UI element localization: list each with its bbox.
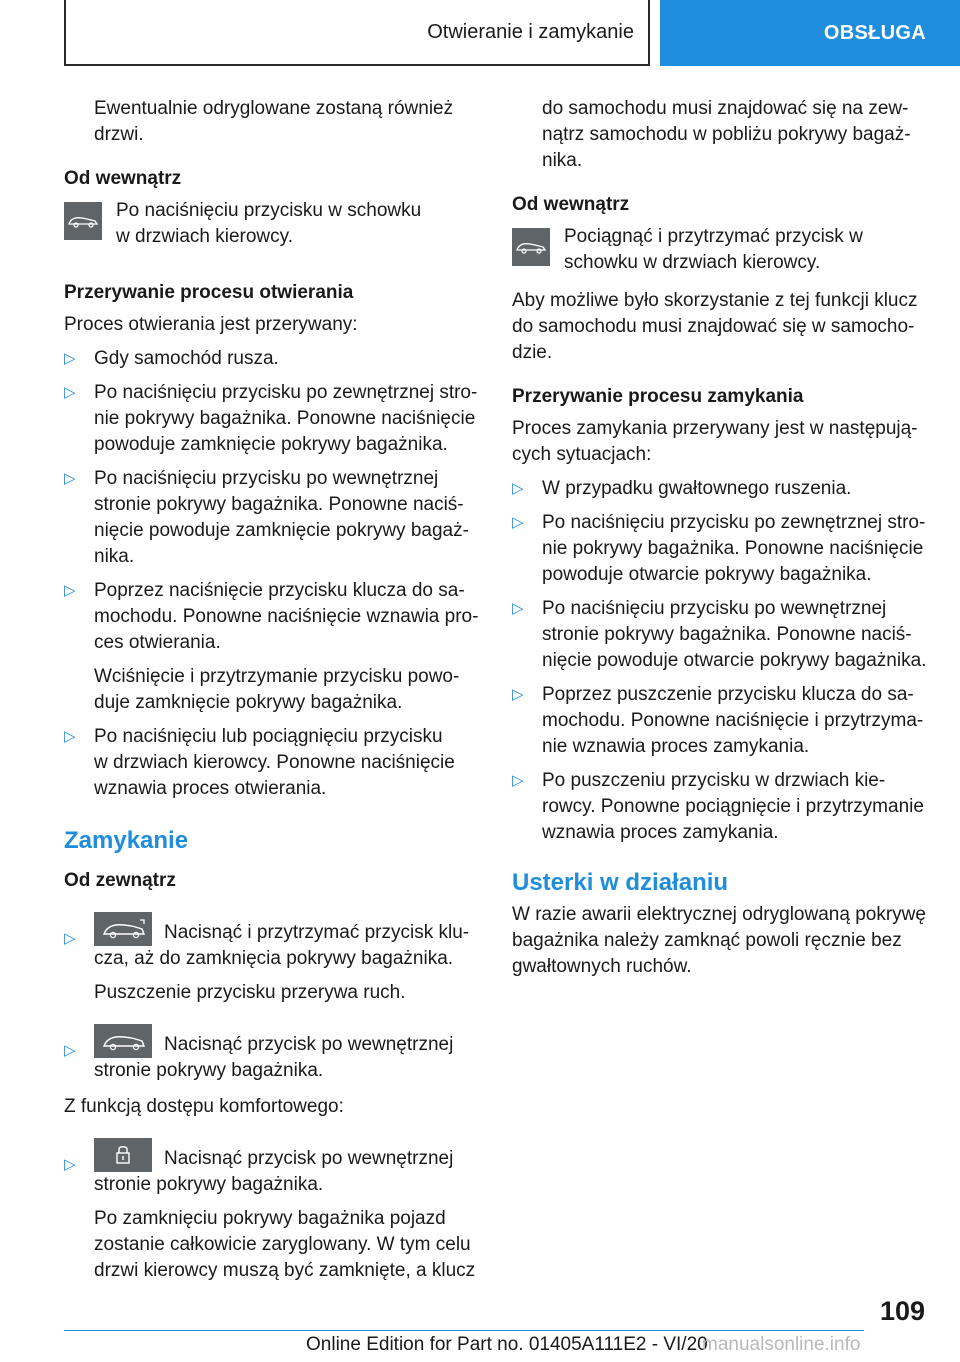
interrupt-opening-lead: Proces otwierania jest przerywany:	[64, 314, 358, 335]
list-item: ▷ Poprzez naciśnięcie przycisku klucza do sa- mochodu. Ponowne naciśnięcie wznawia pro- ces otwierania.	[64, 580, 479, 653]
intro-text: Ewentualnie odryglowane zostaną również drzwi.	[94, 98, 454, 145]
interrupt-closing-heading: Przerywanie procesu zamykania	[512, 386, 804, 407]
closing-heading: Zamykanie	[64, 827, 189, 854]
list-item: ▷ Po naciśnięciu lub pociągnięciu przycisku w drzwiach kierowcy. Ponowne naciśnięcie wznawia proces otwierania.	[64, 726, 455, 799]
inside-button-row	[64, 198, 484, 250]
list-item: ▷ Po naciśnięciu przycisku po zewnętrznej stro- nie pokrywy bagażnika. Ponowne naciśnięcie powoduje zamknięcie pokrywy bagażnika.	[64, 382, 478, 455]
header-chapter-tab[interactable]: OBSŁUGA	[660, 0, 960, 66]
list-item: ▷ Po naciśnięciu przycisku po wewnętrznej stronie pokrywy bagażnika. Ponowne naciś- nięcie powoduje otwarcie pokrywy bagażnika.	[512, 598, 927, 671]
triangle-right-icon: ▷	[512, 514, 524, 531]
fault-heading: Usterki w działaniu	[512, 869, 729, 896]
triangle-right-icon: ▷	[512, 686, 524, 703]
triangle-right-icon: ▷	[64, 1156, 76, 1173]
car-trunk-icon	[94, 912, 152, 946]
footer-divider	[64, 1330, 864, 1331]
inside-heading: Od wewnątrz	[64, 168, 182, 189]
interrupt-closing-lead: Proces zamykania przerywany jest w następują- cych sytuacjach:	[512, 418, 918, 465]
car-trunk-icon	[94, 1024, 152, 1058]
list-item: ▷ Po naciśnięciu przycisku po zewnętrznej stro- nie pokrywy bagażnika. Ponowne naciśnięcie powoduje otwarcie pokrywy bagażnika.	[512, 512, 926, 585]
interrupt-opening-heading: Przerywanie procesu otwierania	[64, 282, 354, 303]
triangle-right-icon: ▷	[64, 930, 76, 947]
inside-button-text: Pociągnąć i przytrzymać przycisk w schowku w drzwiach kierowcy.	[564, 226, 863, 273]
triangle-right-icon: ▷	[512, 600, 524, 617]
inside-button-row	[512, 224, 932, 276]
lock-icon	[94, 1138, 152, 1172]
triangle-right-icon: ▷	[512, 772, 524, 789]
comfort-access-lead: Z funkcją dostępu komfortowego:	[64, 1096, 344, 1117]
fault-text: W razie awarii elektrycznej odryglowaną pokrywę bagażnika należy zamknąć powoli ręcznie bez gwałtownych ruchów.	[512, 904, 926, 977]
list-item: ▷ Poprzez puszczenie przycisku klucza do sa- mochodu. Ponowne naciśnięcie i przytrzyma- nie wznawia proces zamykania.	[512, 684, 924, 757]
list-item-continuation: Wciśnięcie i przytrzymanie przycisku powo- duje zamknięcie pokrywy bagażnika.	[94, 666, 460, 713]
triangle-right-icon: ▷	[64, 582, 76, 599]
list-item: ▷ Po puszczeniu przycisku w drzwiach kie- rowcy. Ponowne pociągnięcie i przytrzymanie wznawia proces zamykania.	[512, 770, 924, 843]
car-trunk-icon	[512, 228, 550, 266]
footer-watermark[interactable]: manualsonline.info	[702, 1334, 861, 1355]
inside-button-text: Po naciśnięciu przycisku w schowku w drzwiach kierowcy.	[116, 200, 422, 247]
list-item: ▷ Nacisnąć przycisk po wewnętrznej stronie pokrywy bagażnika.	[64, 1138, 484, 1198]
footer-edition: Online Edition for Part no. 01405A111E2 - VI/20	[306, 1334, 708, 1355]
key-note: Aby możliwe było skorzystanie z tej funkcji klucz do samochodu musi znajdować się w samocho- dzie.	[512, 290, 918, 363]
car-trunk-icon	[64, 202, 102, 240]
triangle-right-icon: ▷	[64, 470, 76, 487]
triangle-right-icon: ▷	[512, 480, 524, 497]
list-item: ▷ Gdy samochód rusza.	[64, 346, 484, 372]
list-item: ▷ Nacisnąć i przytrzymać przycisk klu- cza, aż do zamknięcia pokrywy bagażnika.	[64, 912, 484, 972]
triangle-right-icon: ▷	[64, 728, 76, 745]
inside-heading: Od wewnątrz	[512, 194, 630, 215]
left-column	[64, 96, 484, 1284]
list-item: ▷ W przypadku gwałtownego ruszenia.	[512, 476, 932, 502]
triangle-right-icon: ▷	[64, 1042, 76, 1059]
list-item: ▷ Nacisnąć przycisk po wewnętrznej stronie pokrywy bagażnika.	[64, 1024, 484, 1084]
page-number: 109	[880, 1296, 926, 1326]
triangle-right-icon: ▷	[64, 350, 76, 367]
list-item-continuation: Puszczenie przycisku przerywa ruch.	[94, 982, 406, 1003]
triangle-right-icon: ▷	[64, 384, 76, 401]
list-item-continuation: Po zamknięciu pokrywy bagażnika pojazd zostanie całkowicie zaryglowany. W tym celu drzwi kierowcy muszą być zamknięte, a klucz	[94, 1208, 476, 1281]
right-column	[512, 96, 932, 980]
header-section-title: Otwieranie i zamykanie	[64, 0, 650, 66]
list-item: ▷ Po naciśnięciu przycisku po wewnętrznej stronie pokrywy bagażnika. Ponowne naciś- nięcie powoduje zamknięcie pokrywy bagaż- nika.	[64, 468, 469, 567]
continued-text: do samochodu musi znajdować się na zew- nątrz samochodu w pobliżu pokrywy bagaż- nika.	[542, 98, 911, 171]
outside-heading: Od zewnątrz	[64, 870, 176, 891]
